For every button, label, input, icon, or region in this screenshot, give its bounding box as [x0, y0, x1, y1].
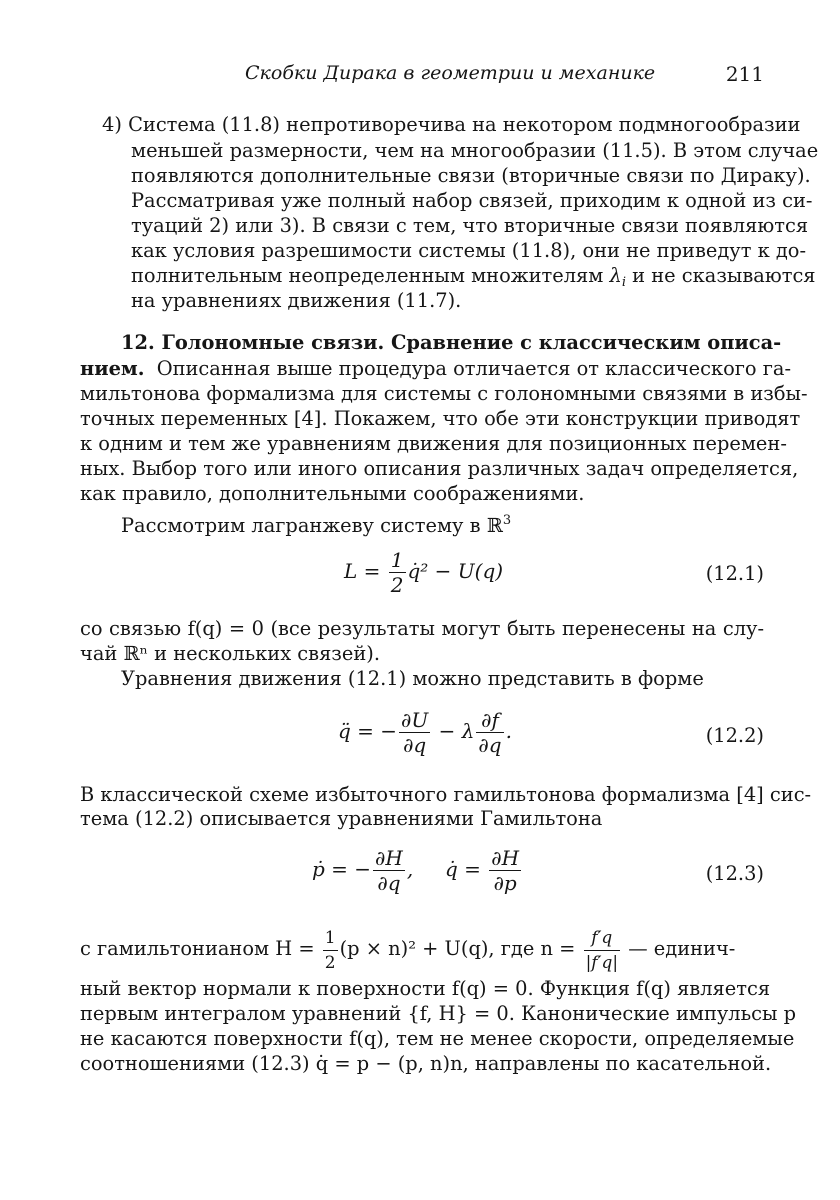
- section-heading: 12. Голономные связи. Сравнение с классическим описа-: [121, 331, 782, 354]
- denominator: 2: [324, 952, 336, 973]
- text-span: Рассмотрим лагранжеву систему в ℝ: [121, 514, 503, 537]
- numerator: ∂U: [401, 708, 429, 732]
- text-line: ный вектор нормали к поверхности f(q) = 0. Функция f(q) является: [80, 977, 771, 1000]
- text-span: с гамильтонианом H =: [80, 937, 321, 960]
- numerator: ∂f: [476, 708, 503, 733]
- text-line: точных переменных [4]. Покажем, что обе эти конструкции приводят: [80, 407, 801, 430]
- equation-body: [338, 708, 512, 757]
- eq-mid: − λ: [432, 719, 475, 743]
- text-line: на уравнениях движения (11.7).: [131, 289, 462, 312]
- fraction: [476, 708, 503, 757]
- equation-body: [312, 846, 523, 895]
- text-line: появляются дополнительные связи (вторичные связи по Дираку).: [131, 164, 811, 187]
- text-line: не касаются поверхности f(q), тем не менее скорости, определяемые: [80, 1027, 795, 1050]
- text-line: первым интегралом уравнений {f, H} = 0. Канонические импульсы p: [80, 1002, 797, 1025]
- fraction: [389, 548, 406, 597]
- numerator: ∂H: [375, 846, 403, 870]
- denominator: |f′q|: [585, 952, 619, 973]
- eq-end: .: [505, 719, 512, 743]
- equation-number: (12.3): [705, 862, 764, 885]
- text-span: (p × n)² + U(q), где n =: [339, 937, 582, 960]
- fraction: [373, 846, 405, 895]
- text-line: тема (12.2) описывается уравнениями Гамильтона: [80, 807, 603, 830]
- numerator: ∂H: [491, 846, 520, 870]
- page-number: 211: [725, 62, 764, 86]
- numerator: 1: [390, 548, 404, 572]
- eq-lhs: L =: [344, 559, 387, 583]
- fraction: [584, 926, 621, 975]
- equation-12-3: [80, 846, 764, 902]
- section-heading-tail: нием.: [80, 357, 145, 380]
- text-line: [121, 508, 511, 539]
- denominator: ∂q: [377, 871, 401, 895]
- superscript: 3: [502, 513, 512, 528]
- text-span: полнительным неопределенным множителям: [131, 264, 604, 287]
- running-head: Скобки Дирака в геометрии и механике: [245, 62, 656, 84]
- text-span: и не сказываются: [632, 264, 816, 287]
- denominator: 2: [390, 573, 404, 597]
- lambda-symbol: λ: [609, 264, 622, 287]
- text-line: как условия разрешимости системы (11.8), они не приведут к до-: [131, 239, 807, 262]
- fraction: [323, 926, 338, 975]
- text-line: [80, 356, 792, 382]
- text-line: чай ℝⁿ и нескольких связей).: [80, 642, 381, 665]
- text-line: В классической схеме избыточного гамильтонова формализма [4] сис-: [80, 783, 812, 806]
- eq-separator: , q̇ =: [406, 857, 488, 881]
- equation-number: (12.1): [705, 562, 764, 585]
- eq-lhs: q̈ = −: [338, 719, 398, 743]
- text-line: как правило, дополнительными соображениями.: [80, 482, 585, 505]
- text-line: соотношениями (12.3) q̇ = p − (p, n)n, направлены по касательной.: [80, 1052, 772, 1075]
- equation-12-2: [80, 708, 764, 764]
- fraction: [489, 846, 521, 895]
- eq-lhs: ṗ = −: [312, 857, 372, 881]
- text-line: со связью f(q) = 0 (все результаты могут быть перенесены на слу-: [80, 617, 764, 640]
- text-line: к одним и тем же уравнениям движения для позиционных перемен-: [80, 432, 787, 455]
- numerator: f′q: [584, 926, 621, 951]
- text-span: — единич-: [622, 937, 736, 960]
- equation-12-1: [80, 548, 764, 602]
- text-line: [80, 922, 764, 976]
- fraction: [399, 708, 430, 757]
- text-line: Рассматривая уже полный набор связей, приходим к одной из си-: [131, 189, 813, 212]
- denominator: ∂p: [493, 871, 517, 895]
- page-header: [80, 62, 764, 92]
- numerator: 1: [323, 926, 338, 951]
- equation-number: (12.2): [705, 724, 764, 747]
- eq-rest: q̇² − U(q): [407, 559, 504, 583]
- text-line: ных. Выбор того или иного описания различных задач определяется,: [80, 457, 799, 480]
- text-line: 4) Система (11.8) непротиворечива на некотором подмногообразии: [102, 113, 801, 136]
- text-line: Уравнения движения (12.1) можно представить в форме: [121, 667, 704, 690]
- text-line: меньшей размерности, чем на многообразии (11.5). В этом случае: [131, 139, 819, 162]
- denominator: ∂q: [478, 733, 502, 757]
- lambda-subscript: i: [621, 275, 626, 290]
- equation-body: [344, 548, 503, 597]
- text-span: Описанная выше процедура отличается от классического га-: [156, 357, 792, 380]
- text-line: мильтонова формализма для системы с голономными связями в избы-: [80, 382, 808, 405]
- text-line: туаций 2) или 3). В связи с тем, что вторичные связи появляются: [131, 214, 809, 237]
- denominator: ∂q: [403, 733, 427, 757]
